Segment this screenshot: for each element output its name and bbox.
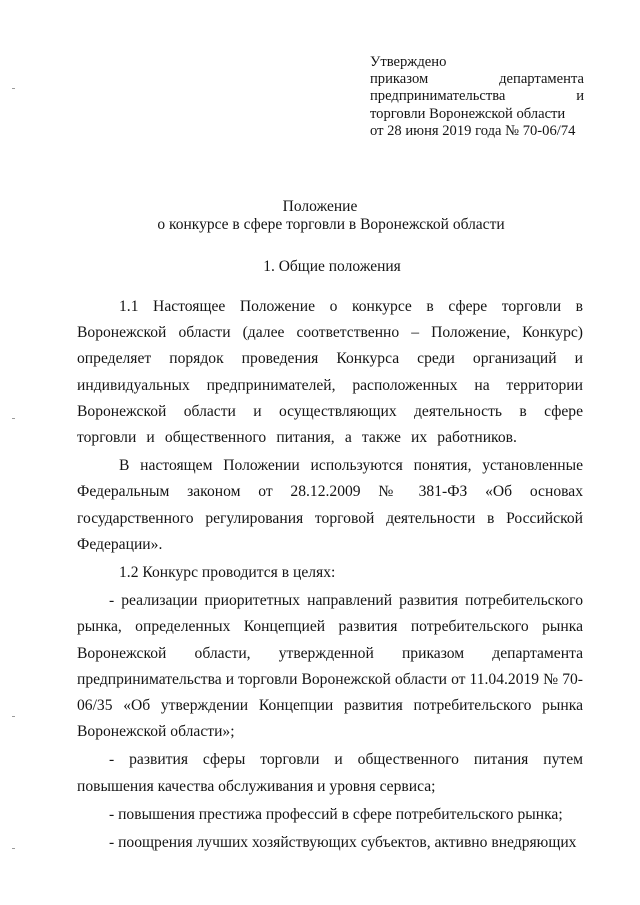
scan-mark	[12, 418, 15, 419]
section-heading: 1. Общие положения	[263, 258, 401, 275]
approval-word: департамента	[499, 71, 584, 88]
list-item: - реализации приоритетных направлений развития потребительского рынка, определенных Концепцией развития потребительского рынка Воронежской области, утвержденной приказом департамента предпринимательства и торговли Воронежской области от 11.04.2019 № 70-06/35 «Об утверждении Концепции развития потребительского рынка Воронежской области»;	[77, 592, 583, 741]
approval-line: Утверждено	[370, 54, 447, 70]
document-title-block	[0, 198, 640, 234]
approval-line	[370, 71, 584, 88]
approval-line: от 28 июня 2019 года № 70-06/74	[370, 122, 576, 139]
approval-line	[370, 88, 584, 105]
document-subtitle: о конкурсе в сфере торговли в Воронежской области	[157, 216, 505, 233]
scan-mark	[12, 88, 15, 89]
approval-word: предпринимательства	[370, 88, 506, 105]
document-title: Положение	[282, 198, 358, 215]
list-item: - повышения престижа профессий в сфере потребительского рынка;	[109, 805, 563, 823]
list-item: - развития сферы торговли и общественного питания путем повышения качества обслуживания и уровня сервиса;	[77, 751, 583, 795]
approval-word: приказом	[370, 71, 429, 88]
approval-stamp-block	[370, 54, 584, 140]
approval-line: торговли Воронежской области	[370, 105, 566, 122]
paragraph: 1.1 Настоящее Положение о конкурсе в сфере торговли в Воронежской области (далее соответственно – Положение, Конкурс) определяет порядок проведения Конкурса среди организаций и индивидуальных предпринимателей, расположенных на территории Воронежской области и осуществляющих деятельность в сфере торговли и общественного питания, а также их работников.	[77, 298, 583, 447]
scan-mark	[12, 848, 15, 849]
paragraph: В настоящем Положении используются понятия, установленные Федеральным законом от 28.12.2009 № 381-ФЗ «Об основах государственного регулирования торговой деятельности в Российской Федерации».	[77, 457, 583, 553]
approval-word: и	[576, 88, 584, 105]
scan-mark	[12, 716, 15, 717]
document-body	[77, 294, 583, 856]
list-item: - поощрения лучших хозяйствующих субъектов, активно внедряющих	[109, 834, 577, 852]
paragraph: 1.2 Конкурс проводится в целях:	[119, 564, 336, 582]
